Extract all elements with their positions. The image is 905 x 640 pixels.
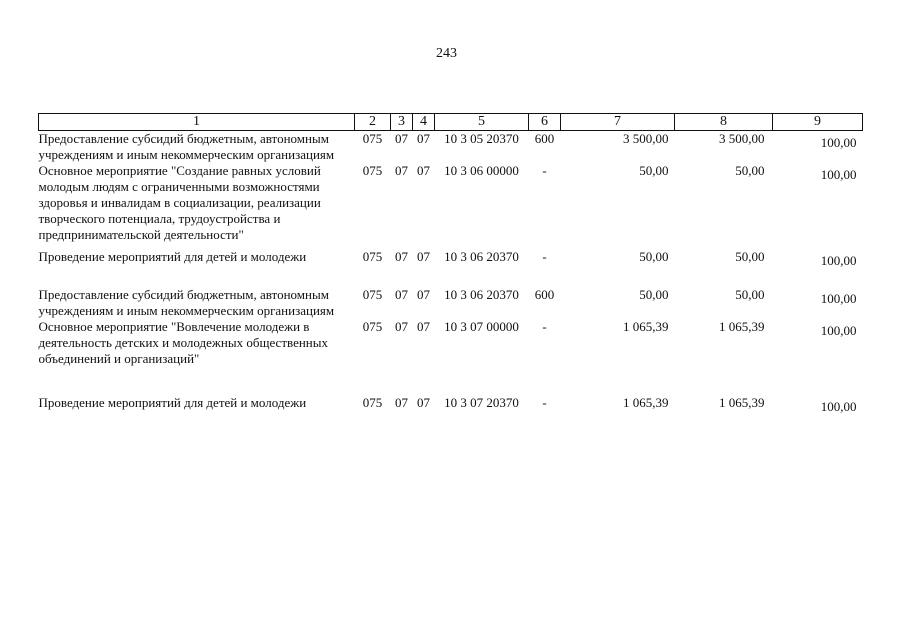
cell-col-6: -	[542, 163, 547, 178]
header-col-6: 6	[529, 114, 561, 131]
header-col-2: 2	[355, 114, 391, 131]
cell-col-5: 10 3 07 00000	[444, 319, 519, 334]
cell-col-9: 100,00	[820, 399, 857, 414]
cell-col-3: 07	[395, 395, 408, 410]
row-name: Основное мероприятие "Вовлечение молодежи в деятельность детских и молодежных общественных объединений и организаций"	[38, 319, 328, 366]
cell-col-8: 50,00	[735, 163, 765, 178]
table-header	[39, 114, 863, 131]
table-row	[39, 249, 863, 269]
header-col-3: 3	[391, 114, 413, 131]
page-number: 243	[436, 46, 457, 61]
header-col-8: 8	[675, 114, 773, 131]
table-row	[39, 319, 863, 367]
cell-col-4: 07	[417, 163, 430, 178]
cell-col-8: 1 065,39	[719, 395, 765, 410]
cell-col-8: 1 065,39	[719, 319, 765, 334]
cell-col-9: 100,00	[820, 291, 857, 306]
row-name: Проведение мероприятий для детей и молодежи	[38, 249, 307, 264]
cell-col-4: 07	[417, 395, 430, 410]
header-col-7: 7	[561, 114, 675, 131]
header-col-5: 5	[435, 114, 529, 131]
cell-col-6: -	[542, 249, 547, 264]
row-name: Основное мероприятие "Создание равных условий молодым людям с ограниченными возможностями здоровья и инвалидам в социализации, реализации творческого потенциала, трудоустройства и предпринимательской деятельности"	[38, 163, 321, 242]
cell-col-8: 50,00	[735, 249, 765, 264]
cell-col-7: 1 065,39	[623, 319, 669, 334]
cell-col-3: 07	[395, 249, 408, 264]
cell-col-3: 07	[395, 163, 408, 178]
cell-col-3: 07	[395, 287, 408, 302]
cell-col-2: 075	[362, 163, 383, 178]
cell-col-7: 50,00	[639, 163, 669, 178]
cell-col-4: 07	[417, 249, 430, 264]
cell-col-4: 07	[417, 131, 430, 146]
cell-col-4: 07	[417, 287, 430, 302]
cell-col-5: 10 3 05 20370	[444, 131, 519, 146]
row-name: Проведение мероприятий для детей и молодежи	[38, 395, 307, 410]
cell-col-9: 100,00	[820, 323, 857, 338]
cell-col-4: 07	[417, 319, 430, 334]
table-row	[39, 163, 863, 243]
header-col-9: 9	[773, 114, 863, 131]
cell-col-9: 100,00	[820, 135, 857, 150]
cell-col-2: 075	[362, 131, 383, 146]
row-name: Предоставление субсидий бюджетным, автономным учреждениям и иным некоммерческим организациям	[38, 287, 335, 318]
cell-col-8: 3 500,00	[719, 131, 765, 146]
cell-col-7: 50,00	[639, 249, 669, 264]
cell-col-2: 075	[362, 395, 383, 410]
cell-col-7: 3 500,00	[623, 131, 669, 146]
cell-col-7: 50,00	[639, 287, 669, 302]
cell-col-2: 075	[362, 287, 383, 302]
cell-col-5: 10 3 06 20370	[444, 249, 519, 264]
cell-col-6: -	[542, 319, 547, 334]
cell-col-2: 075	[362, 319, 383, 334]
cell-col-2: 075	[362, 249, 383, 264]
budget-table	[38, 113, 863, 415]
cell-col-5: 10 3 06 00000	[444, 163, 519, 178]
cell-col-9: 100,00	[820, 167, 857, 182]
cell-col-6: 600	[534, 287, 555, 302]
cell-col-5: 10 3 07 20370	[444, 395, 519, 410]
cell-col-8: 50,00	[735, 287, 765, 302]
cell-col-5: 10 3 06 20370	[444, 287, 519, 302]
table-row	[39, 395, 863, 415]
cell-col-6: 600	[534, 131, 555, 146]
cell-col-3: 07	[395, 319, 408, 334]
cell-col-9: 100,00	[820, 253, 857, 268]
header-col-1: 1	[39, 114, 355, 131]
table-row	[39, 131, 863, 164]
table-row	[39, 287, 863, 319]
row-name: Предоставление субсидий бюджетным, автономным учреждениям и иным некоммерческим организациям	[38, 131, 335, 162]
cell-col-6: -	[542, 395, 547, 410]
cell-col-3: 07	[395, 131, 408, 146]
header-col-4: 4	[413, 114, 435, 131]
cell-col-7: 1 065,39	[623, 395, 669, 410]
